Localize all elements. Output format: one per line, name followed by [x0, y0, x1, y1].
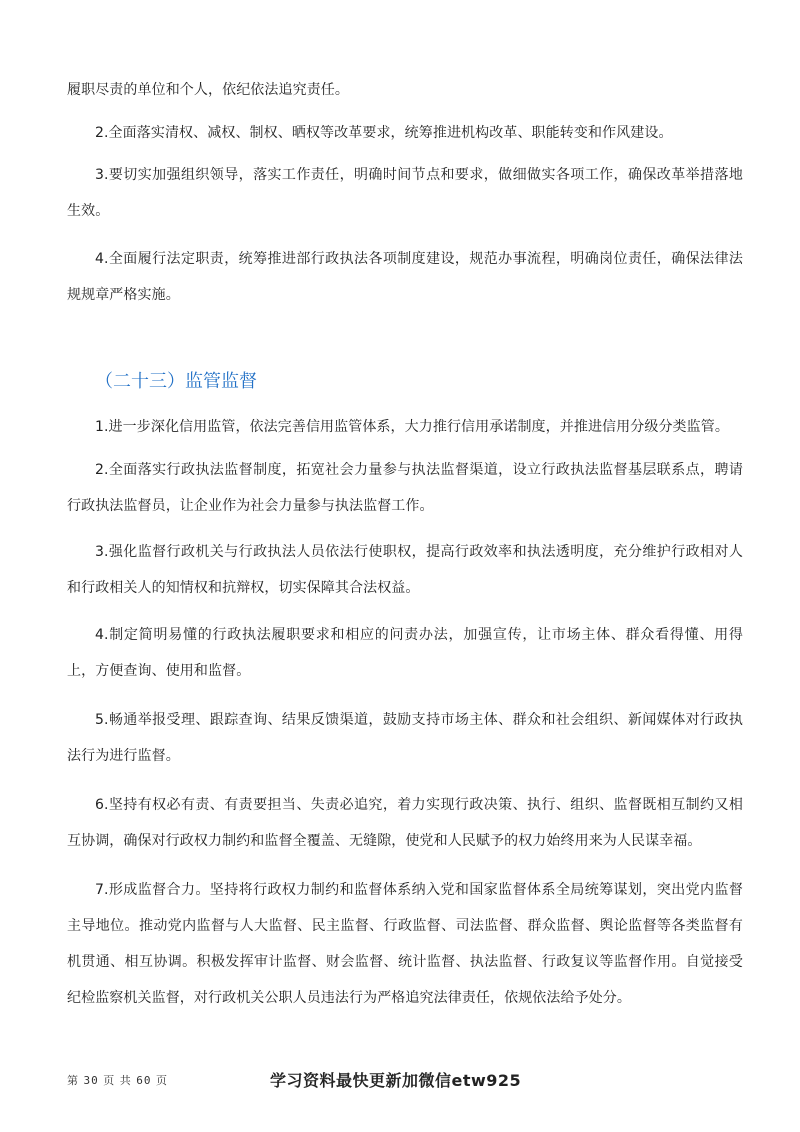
paragraph-continued: 履职尽责的单位和个人，依纪依法追究责任。 — [67, 82, 349, 98]
section-paragraph-2: 2.全面落实行政执法监督制度，拓宽社会力量参与执法监督渠道，设立行政执法监督基层联系点，聘请行政执法监督员，让企业作为社会力量参与执法监督工作。 — [67, 462, 743, 514]
page-mid: 页 共 — [103, 1074, 132, 1087]
paragraph-item-4: 4.全面履行法定职责，统筹推进部行政执法各项制度建设，规范办事流程，明确岗位责任，确保法律法规规章严格实施。 — [67, 251, 743, 303]
section-paragraph-4: 4.制定简明易懂的行政执法履职要求和相应的问责办法，加强宣传，让市场主体、群众看得懂、用得上，方便查询、使用和监督。 — [67, 627, 743, 679]
section-paragraph-5: 5.畅通举报受理、跟踪查询、结果反馈渠道，鼓励支持市场主体、群众和社会组织、新闻媒体对行政执法行为进行监督。 — [67, 712, 743, 764]
section-paragraph-6: 6.坚持有权必有责、有责要担当、失责必追究，着力实现行政决策、执行、组织、监督既相互制约又相互协调，确保对行政权力制约和监督全覆盖、无缝隙，使党和人民赋予的权力始终用来为人民谋幸福。 — [67, 797, 743, 849]
section-heading: （二十三）监管监督 — [95, 371, 257, 392]
section-paragraph-7: 7.形成监督合力。坚持将行政权力制约和监督体系纳入党和国家监督体系全局统筹谋划，突出党内监督主导地位。推动党内监督与人大监督、民主监督、行政监督、司法监督、群众监督、舆论监督等各类监督有机贯通、相互协调。积极发挥审计监督、财会监督、统计监督、执法监督、行政复议等监督作用。自觉接受纪检监察机关监督，对行政机关公职人员违法行为严格追究法律责任，依规依法给予处分。 — [67, 882, 743, 1006]
section-paragraph-3: 3.强化监督行政机关与行政执法人员依法行使职权，提高行政效率和执法透明度，充分维护行政相对人和行政相关人的知情权和抗辩权，切实保障其合法权益。 — [67, 544, 743, 596]
page-suffix: 页 — [156, 1074, 168, 1087]
watermark-text: 学习资料最快更新加微信etw925 — [270, 1071, 522, 1090]
page-current: 30 — [83, 1074, 99, 1087]
section-paragraph-1: 1.进一步深化信用监管，依法完善信用监管体系，大力推行信用承诺制度，并推进信用分级分类监管。 — [95, 419, 729, 435]
page-prefix: 第 — [67, 1074, 79, 1087]
paragraph-item-3: 3.要切实加强组织领导，落实工作责任，明确时间节点和要求，做细做实各项工作，确保改革举措落地生效。 — [67, 167, 743, 219]
paragraph-item-2: 2.全面落实清权、减权、制权、晒权等改革要求，统筹推进机构改革、职能转变和作风建设。 — [95, 125, 673, 141]
page-number — [67, 1072, 168, 1088]
page-total: 60 — [136, 1074, 152, 1087]
